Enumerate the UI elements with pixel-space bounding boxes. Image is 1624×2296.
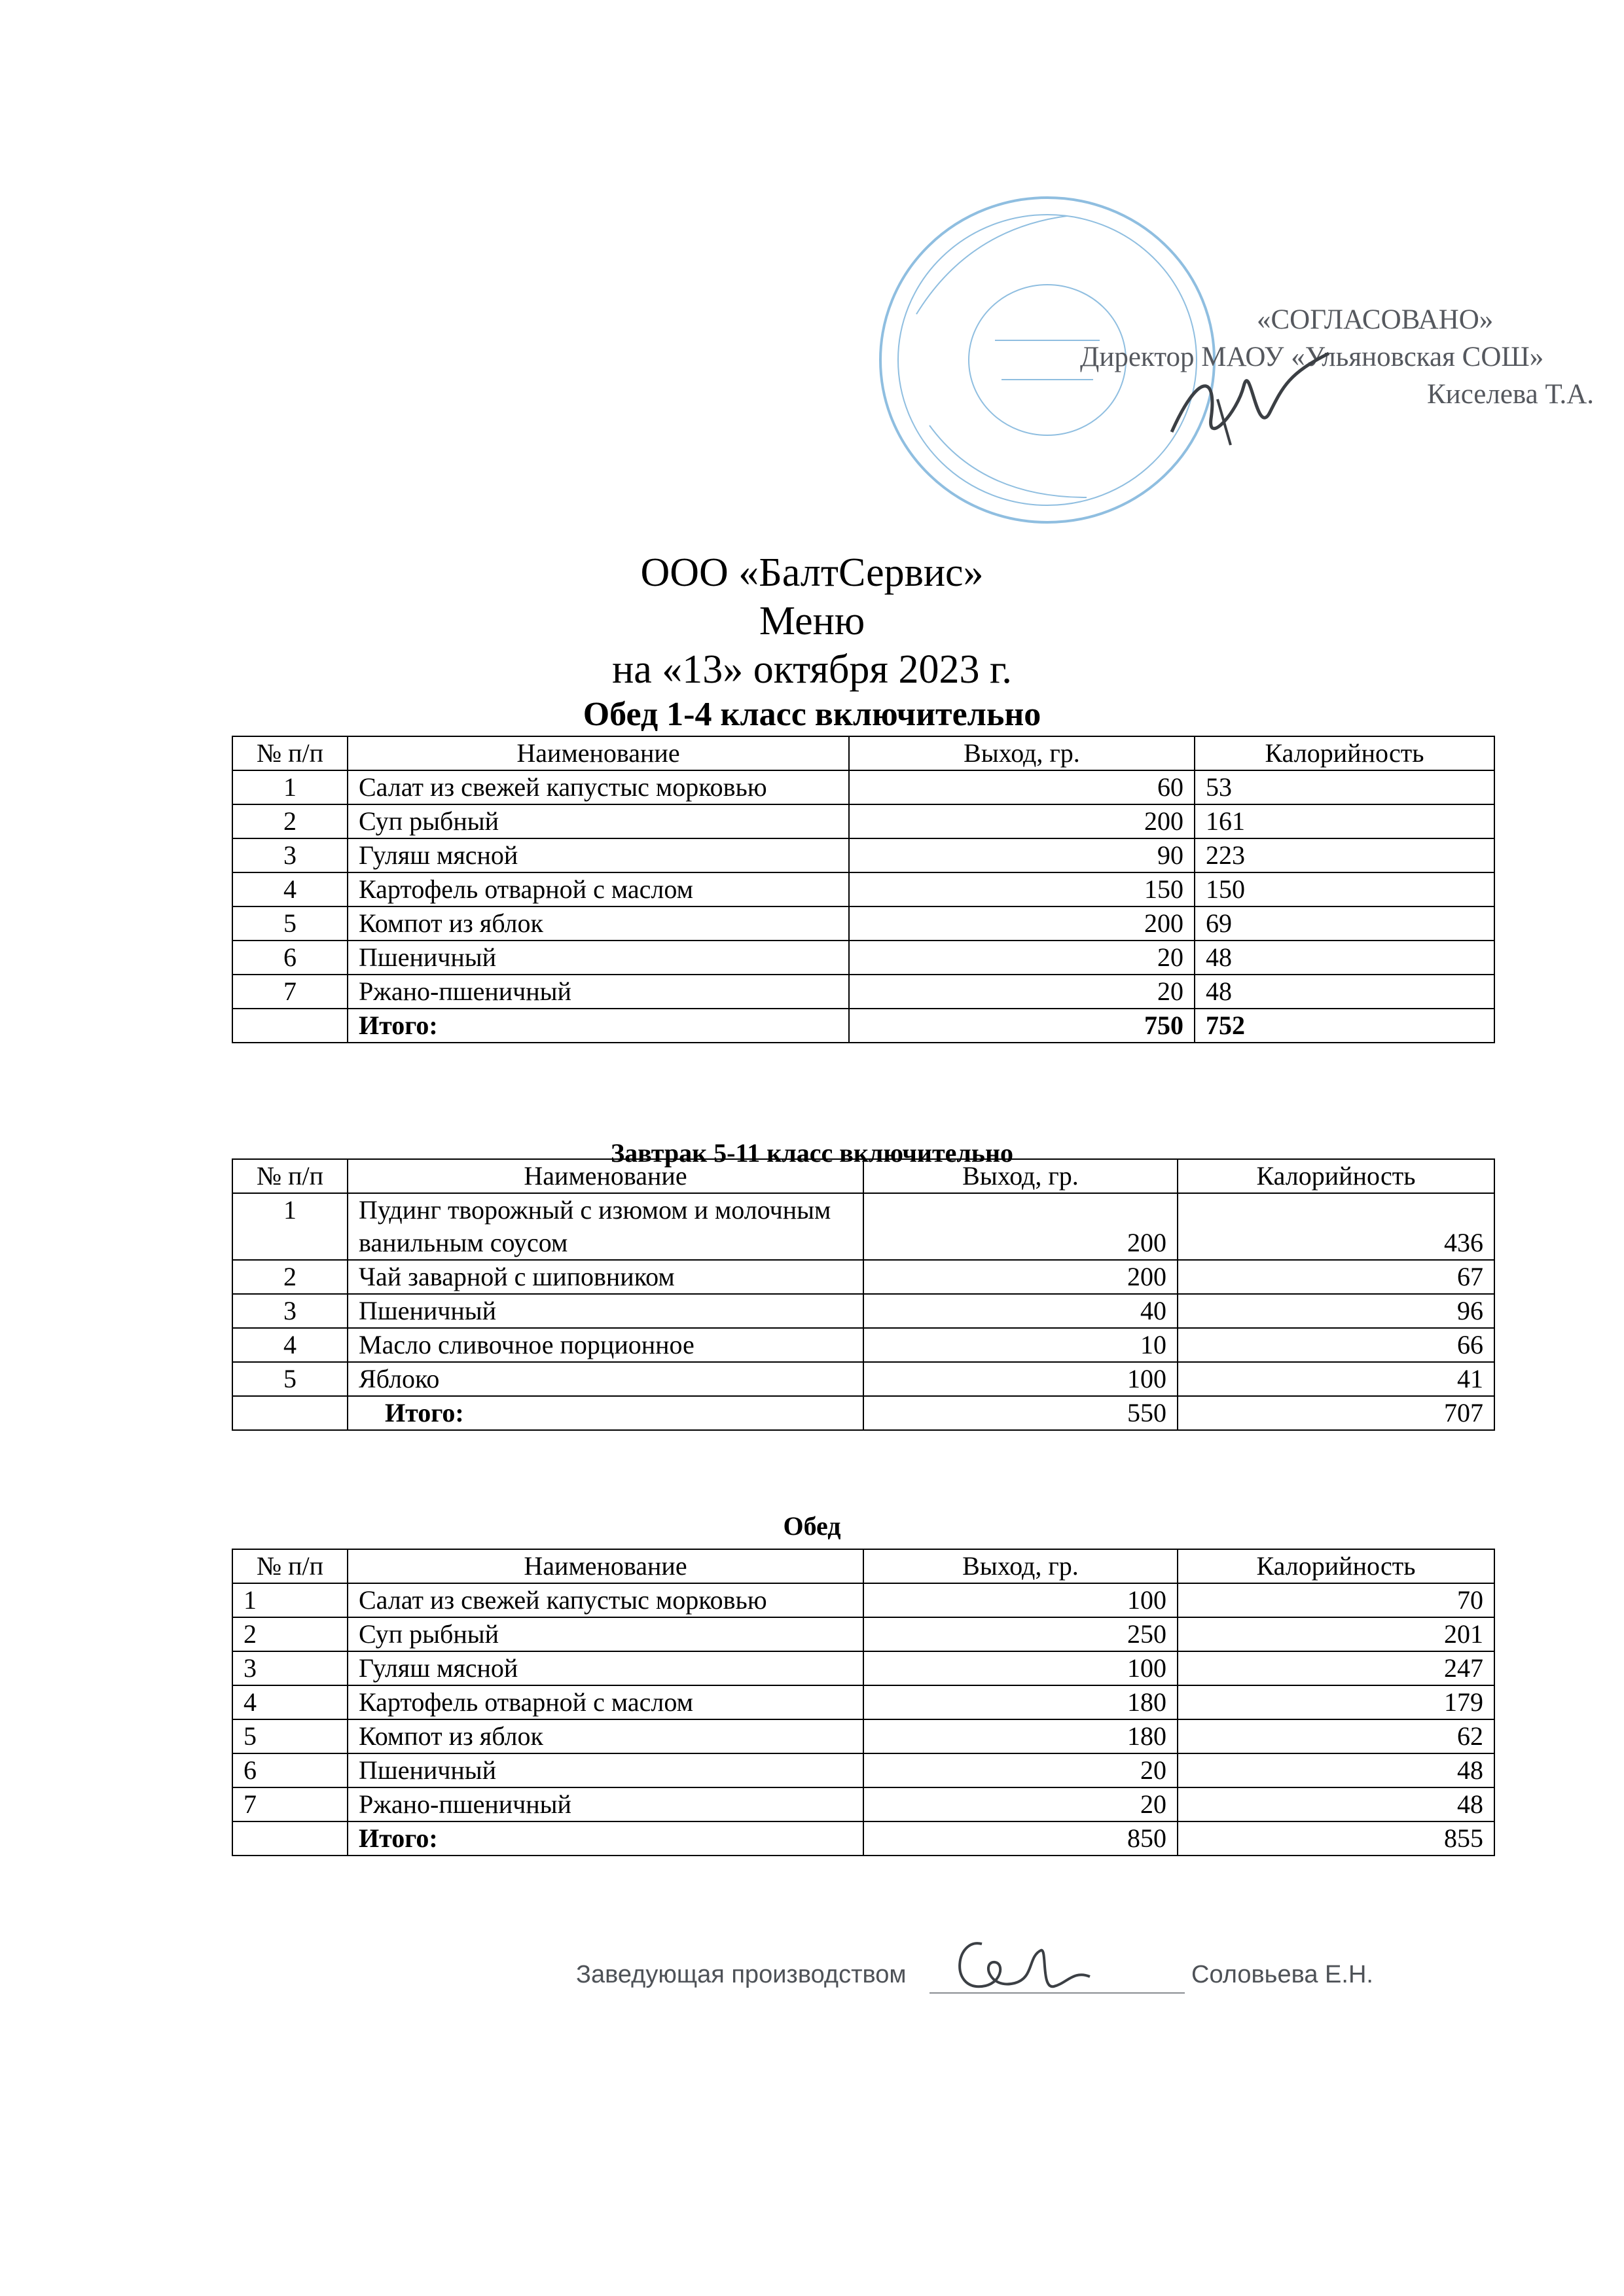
section-title-breakfast-5-11: Завтрак 5-11 класс включительно	[610, 1138, 1014, 1168]
column-header: Выход, гр.	[863, 1549, 1178, 1583]
dish-name: Картофель отварной с маслом	[348, 872, 849, 906]
table-row	[232, 975, 1494, 1009]
row-number	[232, 1821, 348, 1856]
menu-table-breakfast-5-11	[232, 1158, 1495, 1431]
dish-name: Компот из яблок	[348, 906, 849, 941]
column-header: Выход, гр.	[849, 736, 1195, 770]
dish-name: Чай заварной с шиповником	[348, 1260, 863, 1294]
portion-weight: 40	[863, 1294, 1178, 1328]
menu-table-lunch	[232, 1549, 1495, 1856]
row-number: 5	[232, 1362, 348, 1396]
portion-weight: 200	[863, 1260, 1178, 1294]
portion-weight: 100	[863, 1362, 1178, 1396]
portion-weight: 20	[849, 975, 1195, 1009]
portion-weight: 200	[849, 906, 1195, 941]
table-header-row	[232, 736, 1494, 770]
column-header: № п/п	[232, 1549, 348, 1583]
portion-weight: 10	[863, 1328, 1178, 1362]
dish-name: Пшеничный	[348, 1753, 863, 1787]
calories: 161	[1195, 804, 1494, 838]
approval-position: Директор МАОУ «Ульяновская СОШ»	[1080, 342, 1544, 372]
column-header: Выход, гр.	[863, 1159, 1178, 1193]
calories: 41	[1178, 1362, 1494, 1396]
row-number: 3	[232, 1294, 348, 1328]
dish-name: Гуляш мясной	[348, 838, 849, 872]
total-calories: 752	[1195, 1009, 1494, 1043]
dish-name: Суп рыбный	[348, 804, 849, 838]
total-label: Итого:	[348, 1009, 849, 1043]
row-number: 1	[232, 1193, 348, 1260]
table-total-row	[232, 1821, 1494, 1856]
row-number: 3	[232, 838, 348, 872]
dish-name: Компот из яблок	[348, 1719, 863, 1753]
calories: 179	[1178, 1685, 1494, 1719]
table-row	[232, 770, 1494, 804]
signature-line	[929, 1992, 1185, 1994]
section-title-lunch: Обед	[783, 1511, 841, 1541]
row-number: 2	[232, 1617, 348, 1651]
calories: 96	[1178, 1294, 1494, 1328]
table-row	[232, 1651, 1494, 1685]
portion-weight: 180	[863, 1719, 1178, 1753]
menu-table-lunch-1-4	[232, 736, 1495, 1043]
row-number: 2	[232, 1260, 348, 1294]
calories: 69	[1195, 906, 1494, 941]
row-number: 6	[232, 941, 348, 975]
table-row	[232, 1753, 1494, 1787]
row-number: 3	[232, 1651, 348, 1685]
row-number: 7	[232, 1787, 348, 1821]
row-number: 5	[232, 906, 348, 941]
table-total-row	[232, 1009, 1494, 1043]
total-calories: 707	[1178, 1396, 1494, 1430]
calories: 436	[1178, 1193, 1494, 1260]
company-name: ООО «БалтСервис»	[640, 550, 984, 595]
dish-name: Ржано-пшеничный	[348, 1787, 863, 1821]
table-header-row	[232, 1159, 1494, 1193]
dish-name: Суп рыбный	[348, 1617, 863, 1651]
total-weight: 550	[863, 1396, 1178, 1430]
calories: 201	[1178, 1617, 1494, 1651]
column-header: Наименование	[348, 1549, 863, 1583]
column-header: Калорийность	[1178, 1549, 1494, 1583]
table-row	[232, 1617, 1494, 1651]
calories: 53	[1195, 770, 1494, 804]
table-row	[232, 1362, 1494, 1396]
column-header: № п/п	[232, 1159, 348, 1193]
dish-name: Пшеничный	[348, 1294, 863, 1328]
table-row	[232, 941, 1494, 975]
row-number: 4	[232, 872, 348, 906]
signer-name: Соловьева Е.Н.	[1191, 1961, 1373, 1988]
calories: 223	[1195, 838, 1494, 872]
portion-weight: 100	[863, 1651, 1178, 1685]
total-weight: 750	[849, 1009, 1195, 1043]
dish-name: Салат из свежей капустыс морковью	[348, 770, 849, 804]
total-label: Итого:	[348, 1396, 863, 1430]
portion-weight: 150	[849, 872, 1195, 906]
table-row	[232, 1260, 1494, 1294]
total-label: Итого:	[348, 1821, 863, 1856]
document-title: Меню	[759, 599, 865, 643]
row-number: 4	[232, 1328, 348, 1362]
table-row	[232, 1685, 1494, 1719]
table-row	[232, 872, 1494, 906]
calories: 48	[1178, 1753, 1494, 1787]
column-header: № п/п	[232, 736, 348, 770]
dish-name: Картофель отварной с маслом	[348, 1685, 863, 1719]
table-row	[232, 1294, 1494, 1328]
table-row	[232, 1787, 1494, 1821]
calories: 48	[1195, 941, 1494, 975]
approval-heading: «СОГЛАСОВАНО»	[1257, 304, 1494, 335]
dish-name: Яблоко	[348, 1362, 863, 1396]
row-number: 7	[232, 975, 348, 1009]
row-number: 6	[232, 1753, 348, 1787]
production-manager-signature-block	[576, 1924, 1427, 2029]
portion-weight: 90	[849, 838, 1195, 872]
table-header-row	[232, 1549, 1494, 1583]
approval-director-name: Киселева Т.А.	[1427, 379, 1595, 410]
calories: 67	[1178, 1260, 1494, 1294]
portion-weight: 20	[863, 1787, 1178, 1821]
portion-weight: 180	[863, 1685, 1178, 1719]
dish-name: Ржано-пшеничный	[348, 975, 849, 1009]
table-total-row	[232, 1396, 1494, 1430]
portion-weight: 20	[849, 941, 1195, 975]
row-number: 2	[232, 804, 348, 838]
table-row	[232, 1583, 1494, 1617]
row-number	[232, 1396, 348, 1430]
dish-name: Пшеничный	[348, 941, 849, 975]
total-weight: 850	[863, 1821, 1178, 1856]
row-number: 4	[232, 1685, 348, 1719]
approval-stamp-block	[871, 190, 1595, 530]
portion-weight: 100	[863, 1583, 1178, 1617]
row-number: 5	[232, 1719, 348, 1753]
table-row	[232, 1719, 1494, 1753]
director-signature	[1159, 334, 1342, 458]
dish-name: Салат из свежей капустыс морковью	[348, 1583, 863, 1617]
portion-weight: 200	[849, 804, 1195, 838]
section-title-lunch-1-4: Обед 1-4 класс включительно	[583, 696, 1041, 733]
row-number: 1	[232, 770, 348, 804]
column-header: Калорийность	[1195, 736, 1494, 770]
column-header: Наименование	[348, 736, 849, 770]
column-header: Наименование	[348, 1159, 863, 1193]
table-row	[232, 838, 1494, 872]
column-header: Калорийность	[1178, 1159, 1494, 1193]
row-number	[232, 1009, 348, 1043]
calories: 66	[1178, 1328, 1494, 1362]
calories: 70	[1178, 1583, 1494, 1617]
portion-weight: 20	[863, 1753, 1178, 1787]
manager-signature	[943, 1924, 1093, 2003]
signer-role: Заведующая производством	[576, 1961, 907, 1988]
calories: 247	[1178, 1651, 1494, 1685]
calories: 150	[1195, 872, 1494, 906]
calories: 62	[1178, 1719, 1494, 1753]
portion-weight: 200	[863, 1193, 1178, 1260]
menu-date: на «13» октября 2023 г.	[612, 647, 1012, 692]
calories: 48	[1195, 975, 1494, 1009]
table-row	[232, 804, 1494, 838]
table-row	[232, 1193, 1494, 1260]
dish-name: Масло сливочное порционное	[348, 1328, 863, 1362]
row-number: 1	[232, 1583, 348, 1617]
portion-weight: 250	[863, 1617, 1178, 1651]
dish-name: Пудинг творожный с изюмом и молочным ванильным соусом	[348, 1193, 863, 1260]
dish-name: Гуляш мясной	[348, 1651, 863, 1685]
total-calories: 855	[1178, 1821, 1494, 1856]
portion-weight: 60	[849, 770, 1195, 804]
calories: 48	[1178, 1787, 1494, 1821]
table-row	[232, 1328, 1494, 1362]
table-row	[232, 906, 1494, 941]
